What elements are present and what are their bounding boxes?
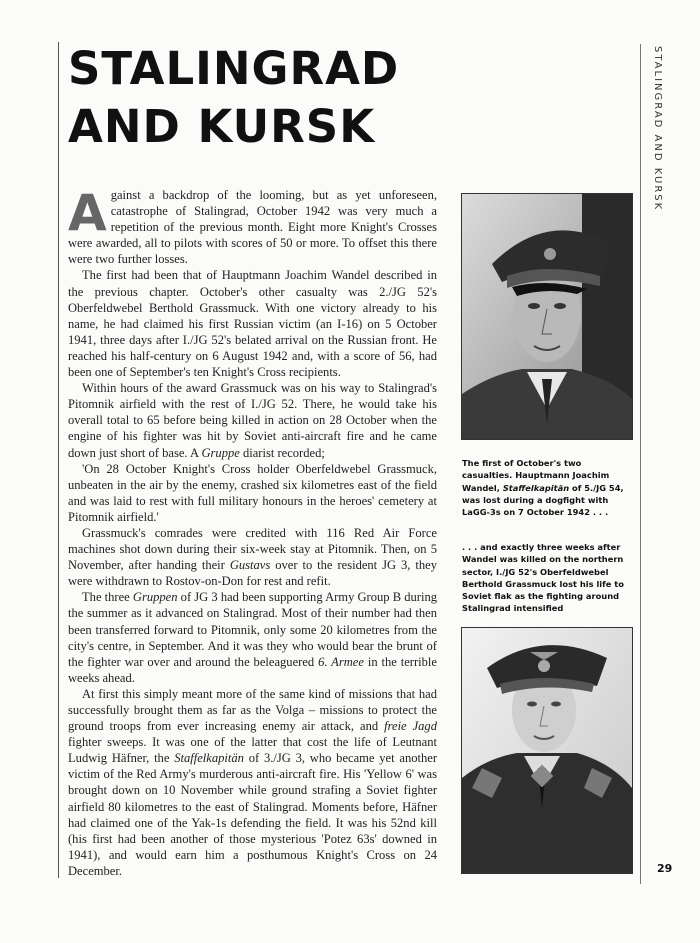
paragraph-2: The first had been that of Hauptmann Joachim Wandel described in the previous chapter. October's other casualty was 2./JG 52's Oberfeldwebel Berthold Grassmuck. With one victory already to his name, he had claimed his first Russian victim (an I-16) on 5 October 1941, three days after I./JG 52's belated arrival on the Russian front. He reached his half-century on 6 August 1942 and, with a score of 56, had been one of September's ten Knight's Cross recipients. — [68, 268, 437, 380]
right-margin-rule — [640, 44, 641, 884]
title-line-1: STALINGRAD — [68, 42, 400, 95]
title-line-2: AND KURSK — [68, 100, 376, 153]
paragraph-6: The three Gruppen of JG 3 had been supporting Army Group B during the summer as it advanced on Stalingrad. Most of their number had then been transferred forward to Pitomnik, only some 20 kilometres from the city's centre, in September. And it was they who would bear the brunt of the fighter war over and around the beleaguered 6. Armee in the terrible weeks ahead. — [68, 590, 437, 685]
paragraph-quote: 'On 28 October Knight's Cross holder Oberfeldwebel Grassmuck, unbeaten in the air by the enemy, crashed six kilometres east of the field and was laid to rest with full military honours in the heroes' cemetery at Pitomnik airfield.' — [68, 461, 437, 524]
left-margin-rule — [58, 42, 59, 878]
article-body — [68, 184, 438, 879]
photo-grassmuck — [461, 627, 633, 874]
drop-cap: A — [68, 184, 107, 242]
paragraph-1: Against a backdrop of the looming, but as yet unforeseen, catastrophe of Stalingrad, October 1942 was very much a repetition of the previous month. Eight more Knight's Crosses were awarded, all to pilots with scores of 50 or more. To offset this there were two further losses. — [68, 184, 437, 267]
portrait-wandel-icon — [462, 194, 632, 439]
paragraph-7: At first this simply meant more of the same kind of missions that had successfully brought them as far as the Volga – missions to protect the ground troops from ever increasing enemy air attack, and freie Jagd fighter sweeps. It was one of the latter that cost the life of Leutnant Ludwig Häfner, the Staffelkapitän of 3./JG 3, who became yet another victim of the Red Army's murderous anti-aircraft fire. His 'Yellow 6' was brought down on 10 November while ground strafing a Soviet fighter airfield 80 kilometres to the east of Stalingrad. Moments before, Häfner had claimed one of the Yak-1s defending the field. It was his 52nd kill (his first had been another of those mysterious 'Potez 63s' downed in 1941), and would earn him a posthumous Knight's Cross on 24 December. — [68, 686, 438, 878]
chapter-title — [68, 40, 399, 156]
running-head: STALINGRAD AND KURSK — [652, 46, 663, 212]
caption-wandel: The first of October's two casualties. Hauptmann Joachim Wandel, Staffelkapitän of 5./JG 54, was lost during a dogfight with LaGG-3s on 7 October 1942 . . . — [462, 458, 624, 518]
paragraph-5: Grassmuck's comrades were credited with 116 Red Air Force machines shot down during their six-week stay at Pitomnik. Then, on 5 November, after handing their Gustavs over to the resident JG 3, they were withdrawn to Rostov-on-Don for rest and refit. — [68, 525, 437, 589]
portrait-grassmuck-icon — [462, 628, 632, 873]
caption-grassmuck: . . . and exactly three weeks after Wandel was killed on the northern sector, I./JG 52's Oberfeldwebel Berthold Grassmuck lost his life to Soviet flak as the fighting around Stalingrad intensified — [462, 542, 624, 614]
paragraph-3: Within hours of the award Grassmuck was on his way to Stalingrad's Pitomnik airfield with the rest of I./JG 52. There, he would take his overall total to 65 before being killed in action on 28 October when the engine of his fighter was hit by Soviet anti-aircraft fire and he came down just short of base. A Gruppe diarist recorded; — [68, 381, 437, 460]
photo-wandel — [461, 193, 633, 440]
page-number: 29 — [657, 862, 673, 875]
